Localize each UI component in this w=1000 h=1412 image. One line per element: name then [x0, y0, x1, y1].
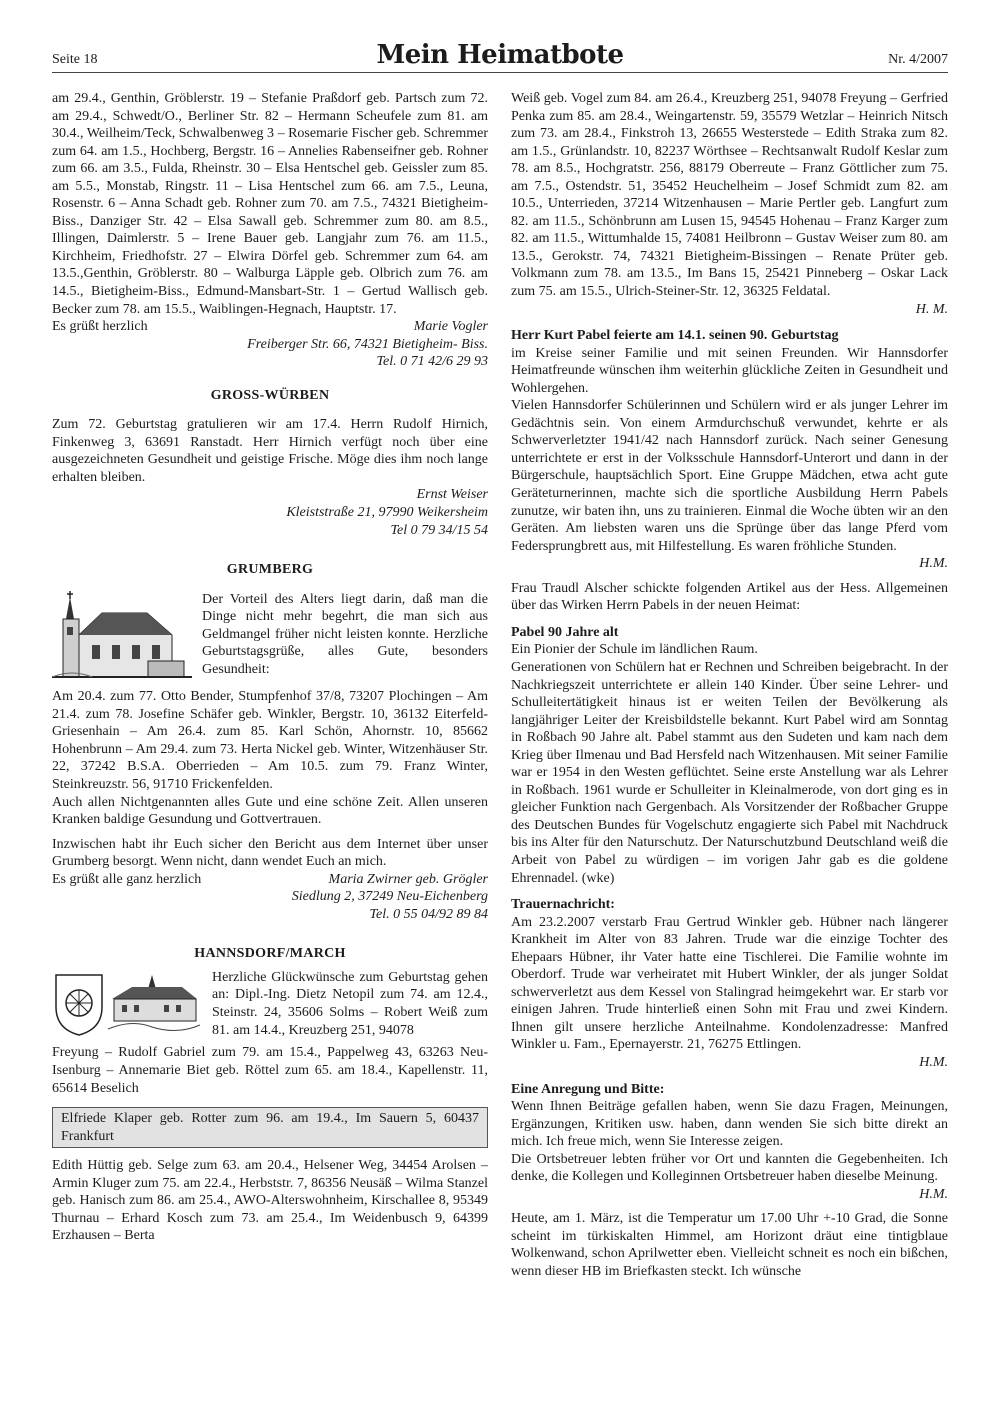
- greeting: Es grüßt alle ganz herzlich: [52, 871, 202, 887]
- weather-paragraph: Heute, am 1. März, ist die Temperatur um 17.00 Uhr +-10 Grad, die Sonne scheint im türkiskalten Himmel, am Horizont dräut eine tintigblaue Wolkenwand, schon Aprilwetter eben. Vielleicht schneit es noch ein bißchen, wenn dieser HB im Briefkasten steckt. Ich wünsche: [511, 1211, 948, 1279]
- signature-name: Marie Vogler: [413, 319, 488, 335]
- grumberg-wishes: Auch allen Nichtgenannten alles Gute und eine schöne Zeit. Allen unseren Kranken baldige Gesundung und Gottvertrauen.: [52, 794, 488, 828]
- header-rule: [52, 72, 948, 73]
- page-number: Seite 18: [52, 52, 98, 67]
- request-heading: Eine Anregung und Bitte:: [511, 1081, 665, 1097]
- birthday-list-continued-right: Weiß geb. Vogel zum 84. am 26.4., Kreuzberg 251, 94078 Freyung – Gerfried Penka zum 85. am 28.4., Weingartenstr. 59, 35579 Wetzlar – Heinrich Nitsch zum 73. am 28.4., Finkstroh 13, 26655 Westerstede – Edith Straka zum 82. am 1.5., Grünlandstr. 10, 82237 Wörthsee – Rechtsanwalt Rudolf Keslar zum 78. am 8.5., Hochgratstr. 256, 88179 Oberreute – Franz Göttlicher zum 75. am 7.5., Ostendstr. 51, 35452 Heuchelheim – Josef Schmidt zum 82. am 10.5., Unterrieden, 37214 Witzenhausen – Marie Pertler geb. Langfurt zum 82. am 11.5., Schönbrunn am Lusen 15, 94545 Hohenau – Franz Karger zum 82. am 11.5., Wittumhalde 15, 74081 Heilbronn – Gustav Weiser zum 80. am 13.5., Gerokstr. 74, 74321 Bietigheim-Bissingen – Renate Prüter geb. Volkmann zum 78. am 13.5., Im Bans 15, 25421 Pinneberg – Oskar Lack zum 75. am 15.5., Ulrich-Steiner-Str. 12, 36325 Feldatal.: [511, 91, 948, 300]
- pabel-paragraph-2: Vielen Hannsdorfer Schülerinnen und Schülern wird er als junger Lehrer im Gedächtnis sein. Von einem Armdurchschuß verwundet, kehrte er als Schwerverletzter 1941/42 nach Hannsdorf zurück. Nach seiner Genesung unterrichtete er erst in der Volksschule Hannsdorf-Unterort und dann in der Bürgerschule, hauptsächlich Sport. Eine Gruppe Mädchen, etwa acht gute Geräteturnerinnen, machte sich die sportliche Ausbildung Herrn Pabels zunutze, wir baten ihn, uns zu trainieren. Einmal die Woche übten wir an den Geräten. Am liebsten waren uns die Sprünge über das lange Pferd vom Federsprungbrett aus, mit Hilfestellung. Es waren fröhliche Stunden.: [511, 398, 948, 554]
- church-illustration: [52, 591, 192, 689]
- greeting: Es grüßt herzlich: [52, 319, 148, 335]
- left-column: [52, 90, 488, 1245]
- masthead-title: Mein Heimatbote: [376, 40, 624, 70]
- obituary-text: Am 23.2.2007 verstarb Frau Gertrud Winkler geb. Hübner nach längerer Krankheit im Alter von 83 Jahren. Trude war die einzige Tochter des Ehepaars Hübner, ihr Vater hatte eine Tischlerei. Die Familie wohnte im Oberdorf. Trude war verheiratet mit Hubert Winkler, der als junger Soldat schwerverletzt aus dem Kessel von Stalingrad heimgekehrt war. Er starb vor einigen Jahren. Trude hinterließ einen Sohn mit Frau und zwei Kindern. Ihnen gilt unsere herzliche Anteilnahme. Kondolenzadresse: Manfred Winkler u. Fam., Epernayerstr. 21, 76275 Ettlingen.: [511, 914, 948, 1053]
- right-column: [511, 90, 948, 1281]
- signature-phone: Tel. 0 71 42/6 29 93: [376, 354, 488, 370]
- request-paragraph-1: Wenn Ihnen Beiträge gefallen haben, wenn Sie dazu Fragen, Meinungen, Ergänzungen, Kritiken usw. haben, dann wenden Sie sich bitte direkt an mich. Ich freue mich, wenn Sie Interesse zeigen.: [511, 1099, 948, 1150]
- request-paragraph-2: Die Ortsbetreuer lebten früher vor Ort und kannten die Gegebenheiten. Ich denke, die Kollegen und Kolleginnen Ortsbetreuer haben dieselbe Meinung.: [511, 1151, 948, 1185]
- signature-phone: Tel. 0 55 04/92 89 84: [369, 906, 488, 922]
- signature-row: [52, 318, 488, 336]
- alscher-note: Frau Traudl Alscher schickte folgenden Artikel aus der Hess. Allgemeinen über das Wirken Herrn Pabels in der neuen Heimat:: [511, 580, 948, 614]
- birthday-list-continued: am 29.4., Genthin, Gröblerstr. 19 – Stefanie Praßdorf geb. Partsch zum 72. am 29.4., Schwedt/O., Berliner Str. 82 – Hermann Scheufele zum 81. am 30.4., Weilheim/Teck, Schwalbenweg 3 – Rosemarie Fischer geb. Schremmer zum 64. am 1.5., Hochberg, Bergstr. 16 – Annelies Rabenseifner geb. Rohner zum 66. am 3.5., Fulda, Rheinstr. 30 – Elsa Hentschel geb. Geissler zum 85. am 5.5., Monstab, Ringstr. 11 – Lisa Hentschel zum 66. am 7.5., Leuna, Rosenstr. 6 – Anna Schadt geb. Rohner zum 70. am 7.5., 74321 Bietigheim-Biss., Danziger Str. 42 – Elsa Sawall geb. Schremmer zum 80. am 8.5., Illingen, Daimlerstr. 5 – Irene Bauer geb. Langjahr zum 76. am 11.5., Kirchheim, Friedhofstr. 27 – Elwira Dörfel geb. Schremmer zum 64. am 13.5.,Genthin, Gröblerstr. 80 – Walburga Läpple geb. Olbrich zum 76. am 14.5., Bietigheim-Biss., Edmund-Mansbart-Str. 1 – Gertud Wallisch geb. Becker zum 78. am 15.5., Waiblingen-Hegnach, Hauptstr. 17.: [52, 91, 488, 317]
- signature-initials: H.M.: [919, 1186, 948, 1202]
- hannsdorf-intro-block: [52, 969, 488, 1045]
- highlighted-birthday-box: [52, 1107, 488, 1148]
- signature-phone: Tel 0 79 34/15 54: [390, 522, 488, 538]
- pabel-heading: Herr Kurt Pabel feierte am 14.1. seinen 90. Geburtstag: [511, 328, 839, 344]
- gross-wuerben-text: Zum 72. Geburtstag gratulieren wir am 17.4. Herrn Rudolf Hirnich, Finkenweg 3, 63691 Ranstadt. Herr Hirnich verfügt noch über eine ausgezeichneten Gesundheit und geistige Frische. Möge dies ihm noch lange erhalten bleiben.: [52, 417, 488, 485]
- highlighted-birthday-text: Elfriede Klaper geb. Rotter zum 96. am 19.4., Im Sauern 5, 60437 Frankfurt: [61, 1111, 479, 1144]
- signature-address: Kleiststraße 21, 97990 Weikersheim: [286, 505, 488, 521]
- church-drawing: [52, 591, 192, 683]
- pabel-90-heading: Pabel 90 Jahre alt: [511, 624, 619, 640]
- signature-row: [52, 871, 488, 889]
- grumberg-internet-note: Inzwischen habt ihr Euch sicher den Bericht aus dem Internet über unser Grumberg besorgt. Wenn nicht, dann wendet Euch an mich.: [52, 836, 488, 870]
- hannsdorf-birthdays-2: Edith Hüttig geb. Selge zum 63. am 20.4., Helsener Weg, 34454 Arolsen – Armin Kluger zum 75. am 22.4., Herbststr. 7, 86356 Neusäß – Wilma Stanzel geb. Hanisch zum 86. am 25.4., AWO-Alterswohnheim, Kirschallee 8, 95349 Thurnau – Erhard Kosch zum 73. am 25.4., Im Weidenbusch 9, 64399 Erzhausen – Berta: [52, 1158, 488, 1244]
- signature-initials: H.M.: [919, 556, 948, 572]
- signature-address: Siedlung 2, 37249 Neu-Eichenberg: [291, 889, 488, 905]
- section-heading-grumberg: GRUMBERG: [226, 562, 314, 578]
- grumberg-intro-block: [52, 591, 488, 689]
- hannsdorf-illustration: [52, 969, 202, 1045]
- grumberg-birthdays: Am 20.4. zum 77. Otto Bender, Stumpfenhof 37/8, 73207 Plochingen – Am 21.4. zum 78. Josefine Schäfer geb. Winkler, Bergstr. 10, 36132 Eiterfeld-Griesenhain – Am 26.4. zum 85. Karl Schön, Ahornstr. 10, 85662 Hohenbrunn – Am 29.4. zum 73. Herta Nickel geb. Winter, Witzenhäuser Str. 22, 37242 B.S.A. Oberrieden – Am 10.5. zum 79. Franz Winter, Steinkreuzstr. 56, 91710 Frickenfelden.: [52, 689, 488, 792]
- signature-initials: H.M.: [919, 1054, 948, 1070]
- signature-initials: H. M.: [915, 301, 948, 317]
- pabel-90-article: Generationen von Schülern hat er Rechnen und Schreiben beigebracht. In der Nachkriegszeit unterrichtete er allein 140 Kinder. Über seine Lehrer- und Schulleitertätigkeit hinaus ist er weiten Teilen der Bevölkerung als langjähriger Leiter der Kreisbildstelle bekannt. Kurt Pabel wird am Sonntag in Roßbach 90 Jahre alt. Pabel stammt aus den Sudeten und kam nach dem Krieg über Ilmenau und Bad Hersfeld nach Witzenhausen. Mit seiner Familie war er 1954 in den Westen geflüchtet. Seine erste Anstellung war als Lehrer in Roßbach. 1961 wurde er Schulleiter in Kleinalmerode, von dort ging es in gleicher Funktion nach Gergenbach. Als Vorsitzender der Roßbacher Gruppe des Deutschen Bundes für Vogelschutz engagierte sich Pabel mit Nachdruck bis ins Alter für den Naturschutz. Der Naturschutzbund Deutschland weiß die Arbeit von Pabel zu würdigen – im vorigen Jahr gab es die goldene Ehrennadel. (wke): [511, 659, 948, 886]
- pabel-paragraph-1: im Kreise seiner Familie und mit seinen Freunden. Wir Hannsdorfer Heimatfreunde wünschen ihm weiterhin glückliche Zeiten in Gesundheit und Wohlergehen.: [511, 345, 948, 396]
- issue-number: Nr. 4/2007: [888, 52, 948, 67]
- pabel-90-subheading: Ein Pionier der Schule im ländlichen Raum.: [511, 642, 758, 658]
- section-heading-gross-wuerben: GROSS-WÜRBEN: [210, 387, 330, 403]
- section-heading-hannsdorf: HANNSDORF/MARCH: [194, 946, 346, 962]
- grumberg-intro-text: Der Vorteil des Alters liegt darin, daß man die Dinge nicht mehr begehrt, die man sich aus Geldmangel früher nicht leisten konnte. Herzliche Geburtstagsgrüße, alles Gute, besonders Gesundheit:: [202, 591, 488, 677]
- hannsdorf-intro-text: Herzliche Glückwünsche zum Geburtstag gehen an: Dipl.-Ing. Dietz Netopil zum 74. am 12.4., Steinstr. 24, 35606 Solms – Robert Weiß zum 81. am 14.4., Kreuzberg 251, 94078: [212, 969, 488, 1038]
- coat-of-arms-drawing: [52, 969, 202, 1039]
- signature-name: Maria Zwirner geb. Grögler: [328, 871, 488, 887]
- hannsdorf-birthdays-1: Freyung – Rudolf Gabriel zum 79. am 15.4., Pappelweg 43, 63263 Neu-Isenburg – Annemarie Biet geb. Röttel zum 65. am 18.4., Kapellenstr. 11, 65614 Beselich: [52, 1045, 488, 1096]
- signature-address: Freiberger Str. 66, 74321 Bietigheim- Biss.: [247, 336, 488, 352]
- obituary-heading: Trauernachricht:: [511, 897, 615, 913]
- signature-name: Ernst Weiser: [416, 487, 488, 503]
